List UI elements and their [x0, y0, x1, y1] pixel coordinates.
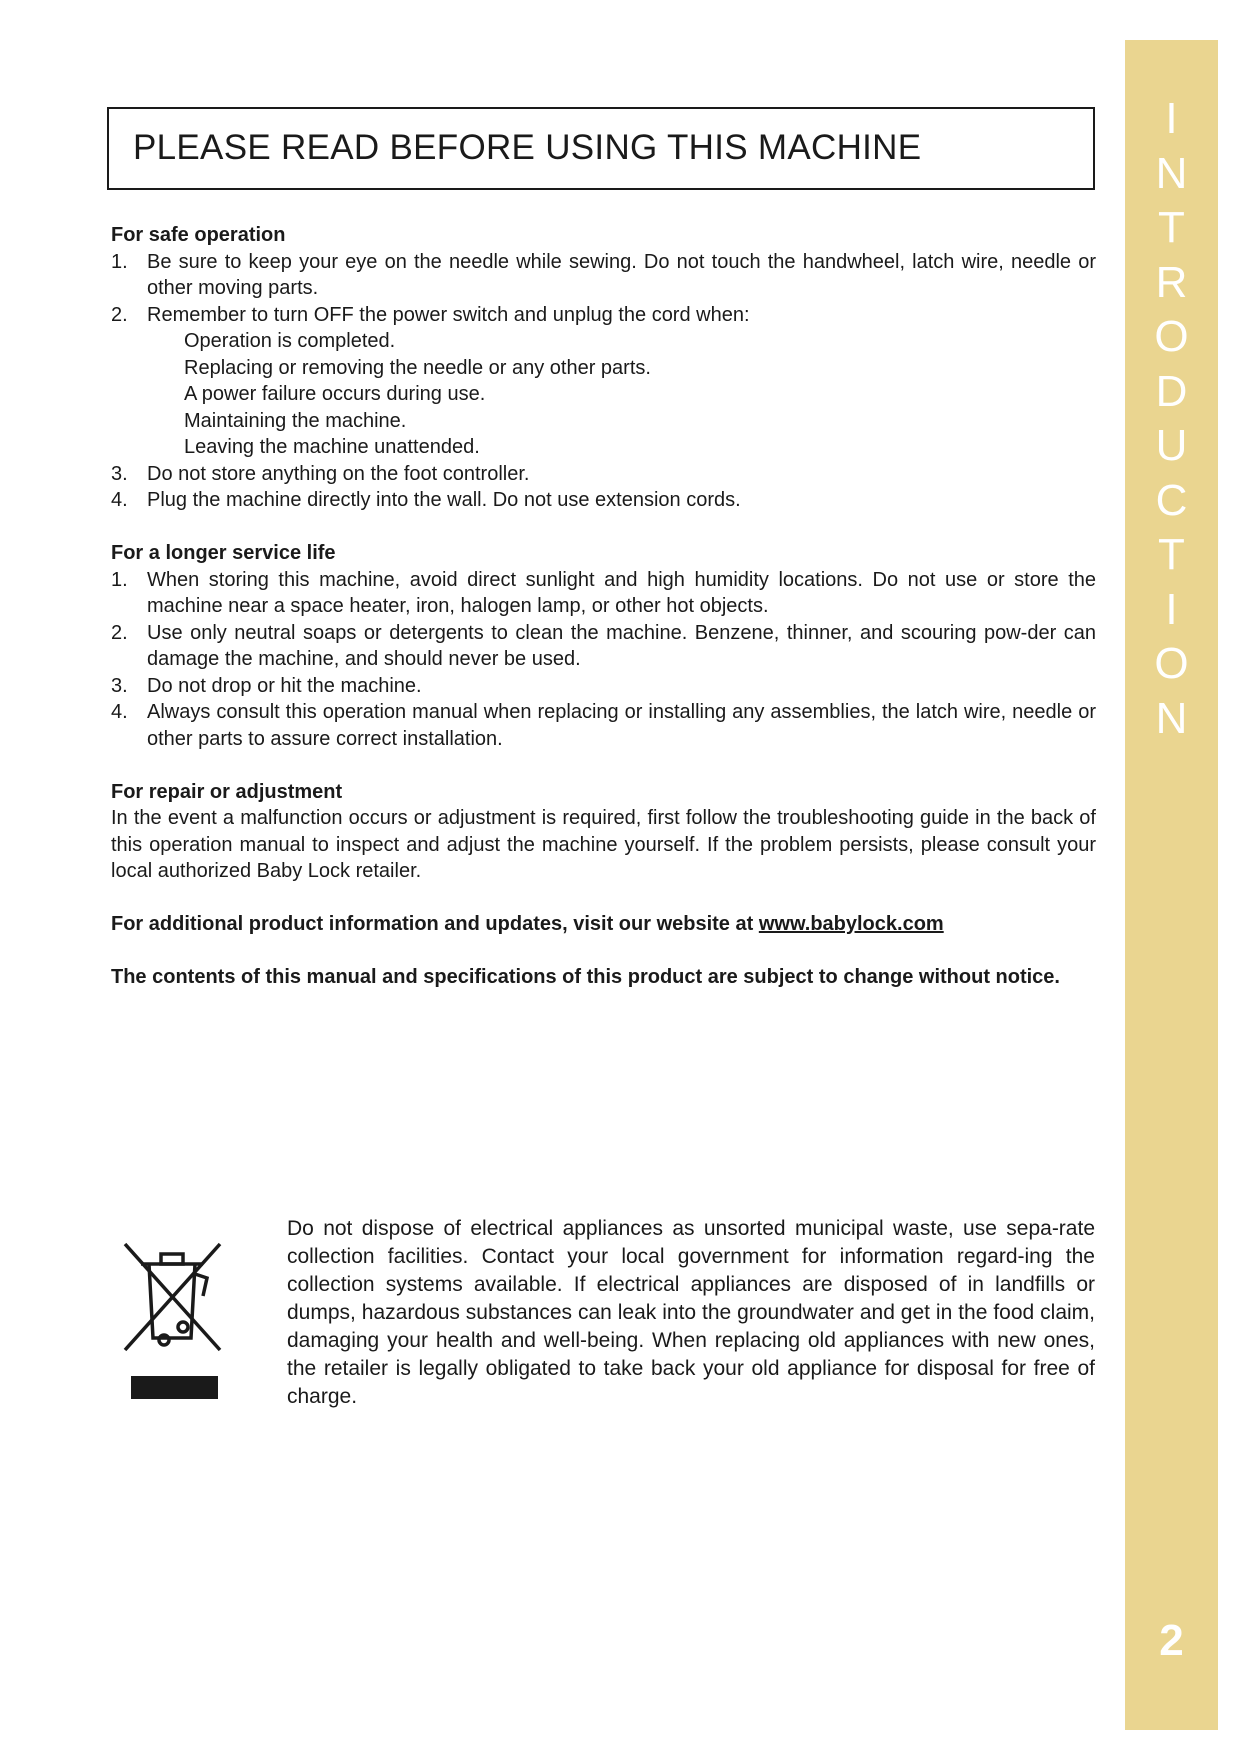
- side-tab-letter: U: [1155, 421, 1188, 470]
- page-title: PLEASE READ BEFORE USING THIS MACHINE: [133, 128, 922, 167]
- sub-item: Operation is completed.: [184, 330, 396, 352]
- main-content: [111, 222, 1096, 1017]
- side-tab-letter: R: [1155, 257, 1188, 307]
- disposal-notice: Do not dispose of electrical appliances as unsorted municipal waste, use sepa-rate collection facilities. Contact your local government for information regard-ing the collection systems available. If electrical appliances are disposed of in landfills or dumps, hazardous substances can leak into the groundwater and get in the food claim, damaging your health and well-being. When replacing old appliances with new ones, the retailer is legally obligated to take back your old appliance for disposal for free of charge.: [287, 1217, 1095, 1408]
- item-text: Do not store anything on the foot controller.: [147, 462, 530, 485]
- sub-item: Replacing or removing the needle or any other parts.: [184, 356, 651, 379]
- item-number: 2.: [111, 621, 128, 644]
- item-text: Do not drop or hit the machine.: [147, 674, 422, 697]
- side-tab-letter: I: [1165, 584, 1178, 634]
- side-tab-letter: T: [1158, 203, 1185, 252]
- item-text: When storing this machine, avoid direct sunlight and high humidity locations. Do not use or store the machine near a space heater, iron, halogen lamp, or other hot objects.: [147, 568, 1096, 617]
- item-text: Always consult this operation manual when replacing or installing any assemblies, the latch wire, needle or other parts to assure correct installation.: [147, 701, 1096, 750]
- side-tab-letters: [1125, 92, 1218, 746]
- crossed-out-bin-icon: [119, 1234, 234, 1399]
- title-box: [107, 107, 1095, 190]
- item-text: Remember to turn OFF the power switch and unplug the cord when:: [147, 303, 750, 326]
- website-link[interactable]: www.babylock.com: [758, 913, 944, 935]
- section-heading: For safe operation: [111, 224, 286, 246]
- service-life-section: [111, 540, 1096, 752]
- list-item: [111, 302, 1096, 329]
- item-number: 3.: [111, 462, 128, 485]
- item-number: 3.: [111, 674, 128, 697]
- service-life-list: [111, 567, 1096, 753]
- sub-item: A power failure occurs during use.: [184, 383, 486, 405]
- side-tab-letter: O: [1154, 312, 1189, 361]
- side-tab-letter: C: [1155, 475, 1188, 525]
- section-heading: For repair or adjustment: [111, 780, 343, 803]
- side-tab-letter: D: [1155, 366, 1188, 416]
- item-number: 2.: [111, 303, 128, 326]
- repair-paragraph: In the event a malfunction occurs or adjustment is required, first follow the troubleshooting guide in the back of this operation manual to inspect and adjust the machine yourself. If the problem persists, please consult your local authorized Baby Lock retailer.: [111, 807, 1096, 882]
- sub-item: Maintaining the machine.: [184, 409, 407, 432]
- item-text: Use only neutral soaps or detergents to clean the machine. Benzene, thinner, and scouring pow-der can damage the machine, and should never be used.: [147, 621, 1096, 670]
- item-number: 1.: [111, 568, 128, 591]
- side-tab-letter: O: [1154, 639, 1189, 688]
- repair-section: [111, 779, 1096, 885]
- item-number: 4.: [111, 701, 128, 723]
- item-text: Be sure to keep your eye on the needle while sewing. Do not touch the handwheel, latch wire, needle or other moving parts.: [147, 250, 1096, 299]
- item-text: Plug the machine directly into the wall. Do not use extension cords.: [147, 489, 741, 511]
- list-item: [111, 461, 1096, 488]
- side-tab-letter: N: [1155, 148, 1188, 198]
- item-number: 4.: [111, 489, 128, 511]
- item-number: 1.: [111, 250, 128, 273]
- additional-info-text: For additional product information and updates, visit our website at: [111, 913, 759, 935]
- safe-operation-list: [111, 249, 1096, 514]
- page-number: 2: [1159, 1616, 1184, 1665]
- list-item: [111, 487, 1096, 514]
- list-item: [111, 620, 1096, 673]
- sub-item: Leaving the machine unattended.: [184, 436, 480, 458]
- list-item: [111, 249, 1096, 302]
- safe-operation-section: [111, 222, 1096, 514]
- list-item: [111, 673, 1096, 700]
- list-item: [111, 567, 1096, 620]
- side-tab: [1125, 40, 1218, 1730]
- side-tab-letter: I: [1165, 94, 1178, 143]
- section-heading: For a longer service life: [111, 542, 336, 564]
- side-tab-letter: T: [1158, 530, 1185, 579]
- side-tab-letter: N: [1155, 693, 1188, 743]
- list-item: [111, 699, 1096, 752]
- additional-info: [111, 911, 1096, 938]
- change-notice: The contents of this manual and specifications of this product are subject to change without notice.: [111, 966, 1060, 988]
